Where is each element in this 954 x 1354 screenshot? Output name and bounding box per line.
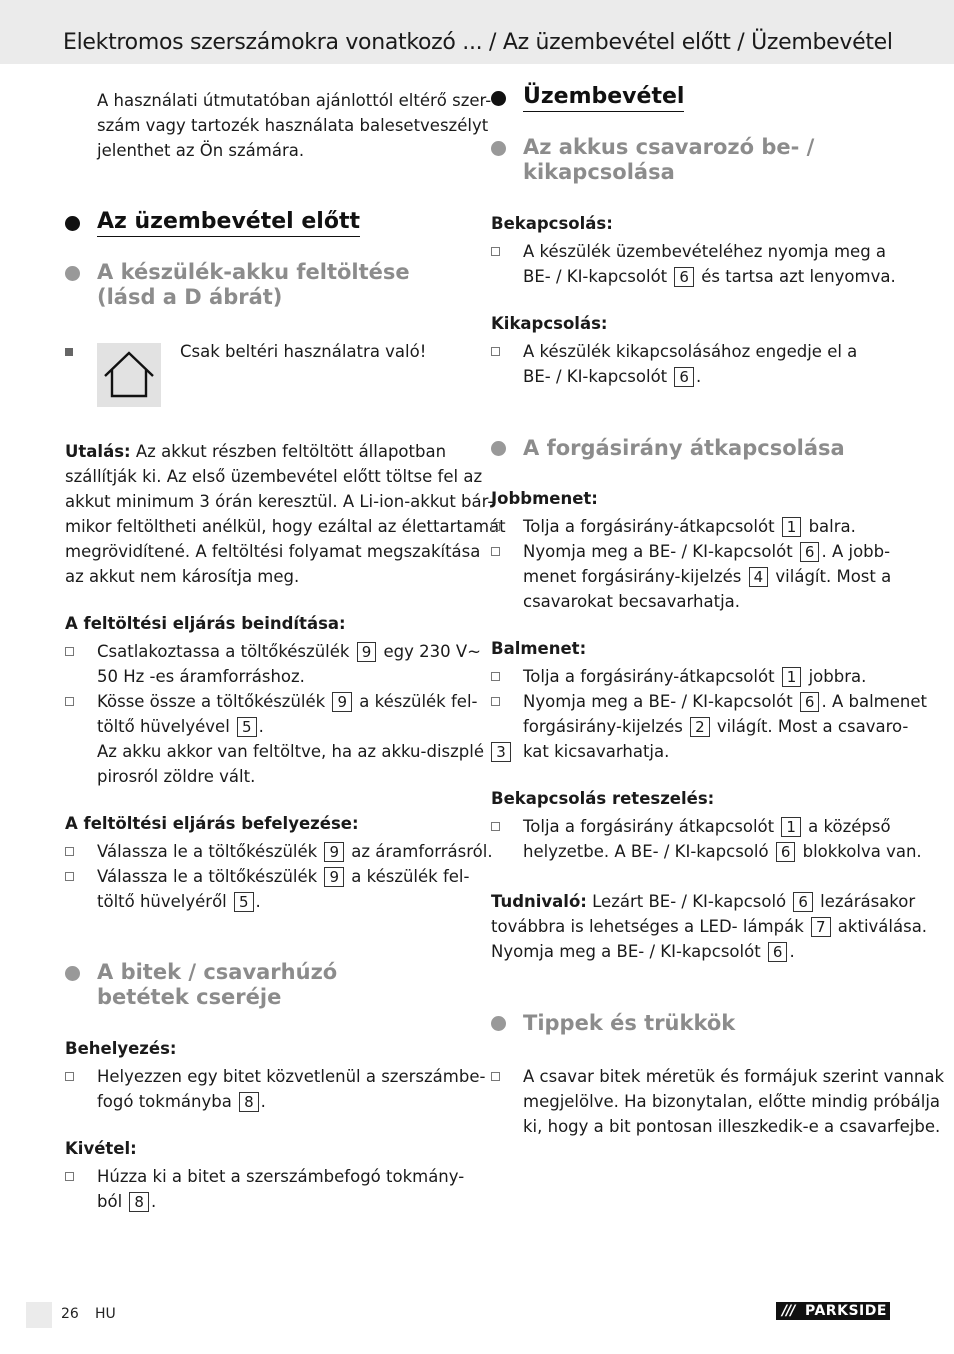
bullet-dot bbox=[491, 1016, 506, 1031]
square-bullet bbox=[65, 348, 73, 356]
parkside-logo bbox=[776, 1302, 890, 1320]
tip-line: továbbra is lehetséges a LED- lámpák 7 aktiválása. bbox=[491, 917, 928, 936]
note-line: mikor feltöltheti anélkül, hogy ezáltal az élettartamát bbox=[65, 517, 506, 536]
checkbox-bullet bbox=[491, 672, 500, 681]
tip-line: Tudnivaló: Lezárt BE- / KI-kapcsoló 6 lezárásakor bbox=[491, 892, 916, 911]
step-line: helyzetbe. A BE- / KI-kapcsoló 6 blokkolva van. bbox=[523, 842, 922, 861]
step-line: fogó tokmányba 8 . bbox=[97, 1092, 266, 1111]
checkbox-bullet bbox=[491, 1072, 500, 1081]
checkbox-bullet bbox=[491, 247, 500, 256]
step-line: Válassza le a töltőkészülék 9 a készülék fel- bbox=[97, 867, 470, 886]
step-line: menet forgásirány-kijelzés 4 világít. Most a bbox=[523, 567, 892, 586]
step-line: Nyomja meg a BE- / KI-kapcsolót 6 . A balmenet bbox=[523, 692, 927, 711]
step-line: Tolja a forgásirány átkapcsolót 1 a középső bbox=[523, 817, 891, 836]
step-label: A feltöltési eljárás beindítása: bbox=[65, 614, 346, 633]
step-line: Tolja a forgásirány-átkapcsolót 1 jobbra. bbox=[523, 667, 867, 686]
subsection-heading: (lásd a D ábrát) bbox=[97, 285, 283, 309]
step-line: forgásirány-kijelzés 2 világít. Most a csavaro- bbox=[523, 717, 909, 736]
bullet-dot bbox=[65, 966, 80, 981]
page-header bbox=[0, 0, 954, 64]
step-line: pirosról zöldre vált. bbox=[97, 767, 256, 786]
step-line: BE- / KI-kapcsolót 6 . bbox=[523, 367, 702, 386]
note-line: Utalás: Az akkut részben feltöltött állapotban bbox=[65, 442, 447, 461]
step-line: Húzza ki a bitet a szerszámbefogó tokmány- bbox=[97, 1167, 465, 1186]
checkbox-bullet bbox=[491, 697, 500, 706]
step-line: Válassza le a töltőkészülék 9 az áramforrásról. bbox=[97, 842, 493, 861]
intro-line: szám vagy tartozék használata balesetveszélyt bbox=[97, 116, 489, 135]
step-line: Nyomja meg a BE- / KI-kapcsolót 6 . A jobb- bbox=[523, 542, 891, 561]
tips-line: A csavar bitek méretük és formájuk szerint vannak bbox=[523, 1067, 945, 1086]
checkbox-bullet bbox=[491, 522, 500, 531]
intro-line: A használati útmutatóban ajánlottól eltérő szer- bbox=[97, 91, 492, 110]
logo-text: PARKSIDE bbox=[805, 1303, 887, 1319]
step-line: töltő hüvelyével 5 . bbox=[97, 717, 264, 736]
subsection-heading: betétek cseréje bbox=[97, 985, 282, 1009]
checkbox-bullet bbox=[65, 1172, 74, 1181]
step-line: Az akku akkor van feltöltve, ha az akku-diszplé 3 bbox=[97, 739, 513, 764]
intro-line: jelenthet az Ön számára. bbox=[97, 141, 305, 160]
checkbox-bullet bbox=[491, 347, 500, 356]
subsection-heading: Az akkus csavarozó be- / bbox=[523, 135, 815, 159]
step-line: A készülék üzembevételéhez nyomja meg a bbox=[523, 242, 887, 261]
step-line: 50 Hz -es áramforráshoz. bbox=[97, 667, 305, 686]
step-label: Kivétel: bbox=[65, 1139, 137, 1158]
step-label: Kikapcsolás: bbox=[491, 314, 608, 333]
tip-line: Nyomja meg a BE- / KI-kapcsolót 6 . bbox=[491, 942, 795, 961]
subsection-heading: A forgásirány átkapcsolása bbox=[523, 436, 845, 460]
bullet-dot bbox=[491, 441, 506, 456]
bullet-dot bbox=[491, 91, 506, 106]
step-line: Helyezzen egy bitet közvetlenül a szerszámbe- bbox=[97, 1067, 486, 1086]
step-label: Balmenet: bbox=[491, 639, 587, 658]
step-line: Tolja a forgásirány-átkapcsolót 1 balra. bbox=[523, 517, 856, 536]
note-line: szállítják ki. Az első üzembevétel előtt töltse fel az bbox=[65, 467, 483, 486]
header-title: Elektromos szerszámokra vonatkozó ... / Az üzembevétel előtt / Üzembevétel bbox=[63, 30, 893, 55]
section-heading: Az üzembevétel előtt bbox=[97, 209, 360, 234]
checkbox-bullet bbox=[491, 547, 500, 556]
note-line: az akkut nem károsítja meg. bbox=[65, 567, 300, 586]
bullet-dot bbox=[65, 266, 80, 281]
note-line: akkut minimum 3 órán keresztül. A Li-ion-akkut bár- bbox=[65, 492, 494, 511]
indoor-text: Csak beltéri használatra való! bbox=[180, 342, 427, 361]
subsection-heading: A készülék-akku feltöltése bbox=[97, 260, 410, 284]
logo-mark: /// bbox=[782, 1303, 795, 1319]
step-line: Kösse össze a töltőkészülék 9 a készülék fel- bbox=[97, 692, 478, 711]
bullet-dot bbox=[65, 216, 80, 231]
subsection-heading: kikapcsolása bbox=[523, 160, 675, 184]
bullet-dot bbox=[491, 141, 506, 156]
house-icon bbox=[97, 343, 161, 407]
checkbox-bullet bbox=[65, 1072, 74, 1081]
page-number: 26 bbox=[61, 1306, 79, 1322]
note-line: megrövidítené. A feltöltési folyamat megszakítása bbox=[65, 542, 481, 561]
checkbox-bullet bbox=[65, 697, 74, 706]
step-label: A feltöltési eljárás befelyezése: bbox=[65, 814, 359, 833]
step-line: töltő hüvelyéről 5 . bbox=[97, 892, 261, 911]
tips-line: ki, hogy a bit pontosan illeszkedik-e a csavarfejbe. bbox=[523, 1117, 941, 1136]
step-line: ból 8 . bbox=[97, 1192, 157, 1211]
footer-marker bbox=[26, 1302, 52, 1328]
tips-line: megjelölve. Ha bizonytalan, előtte mindig próbálja bbox=[523, 1092, 941, 1111]
step-label: Bekapcsolás reteszelés: bbox=[491, 789, 715, 808]
section-heading: Üzembevétel bbox=[523, 84, 684, 109]
language-code: HU bbox=[95, 1306, 116, 1322]
step-label: Jobbmenet: bbox=[491, 489, 598, 508]
checkbox-bullet bbox=[65, 847, 74, 856]
subsection-heading: Tippek és trükkök bbox=[523, 1011, 736, 1035]
checkbox-bullet bbox=[65, 872, 74, 881]
subsection-heading: A bitek / csavarhúzó bbox=[97, 960, 338, 984]
step-line: BE- / KI-kapcsolót 6 és tartsa azt lenyomva. bbox=[523, 267, 896, 286]
step-label: Behelyezés: bbox=[65, 1039, 177, 1058]
step-line: kat kicsavarhatja. bbox=[523, 742, 670, 761]
step-line: csavarokat becsavarhatja. bbox=[523, 592, 741, 611]
step-line: A készülék kikapcsolásához engedje el a bbox=[523, 342, 858, 361]
checkbox-bullet bbox=[65, 647, 74, 656]
step-label: Bekapcsolás: bbox=[491, 214, 613, 233]
checkbox-bullet bbox=[491, 822, 500, 831]
step-line: Csatlakoztassa a töltőkészülék 9 egy 230 V~ bbox=[97, 642, 481, 661]
